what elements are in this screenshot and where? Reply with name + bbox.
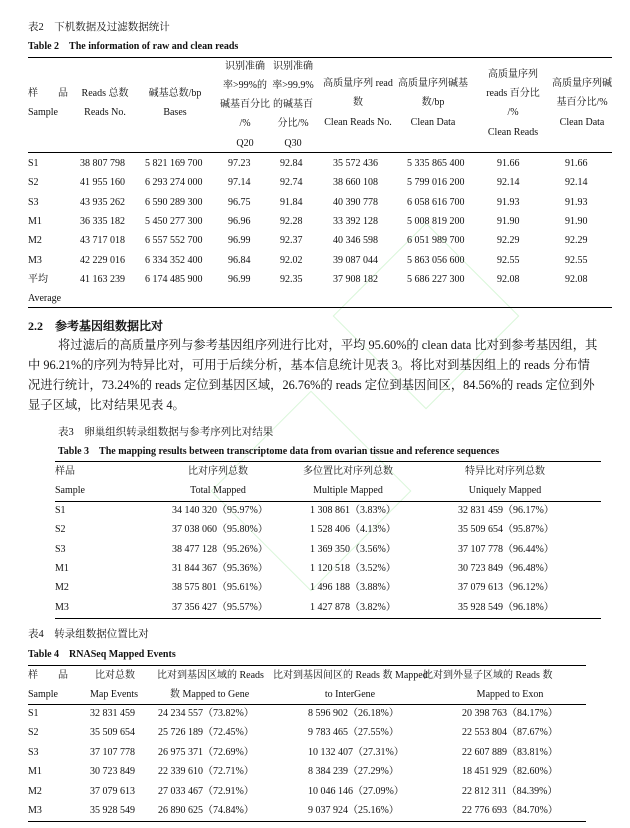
table2-cell: 97.14: [228, 177, 251, 189]
table3-header-cell: 比对序列总数: [188, 466, 248, 477]
table3-header-cell: 样品: [55, 466, 75, 477]
table2-cell: 6 293 274 000: [145, 177, 203, 189]
table4-header-cell: Map Events: [90, 689, 139, 700]
table2-cell: 5 821 169 700: [145, 158, 203, 169]
table3-cell: 37 107 778（96.44%）: [458, 543, 554, 555]
table3-cell: 32 831 459（96.17%）: [458, 505, 554, 516]
table3-header-cell: 多位置比对序列总数: [303, 466, 393, 477]
table4-cell: 35 509 654: [90, 727, 135, 739]
table2-cell: 96.99: [228, 235, 251, 247]
table2-cell: 43 717 018: [80, 235, 125, 247]
table2-header-cell: Reads 总数: [81, 88, 129, 99]
table3-cell: S2: [55, 524, 66, 536]
table3-bottom-rule: [55, 618, 601, 619]
table2-cell: 92.14: [565, 177, 588, 189]
table4-cell: M1: [28, 766, 42, 778]
table2-cell: 5 863 056 600: [407, 254, 465, 266]
table3-cell: 35 509 654（95.87%）: [458, 524, 554, 536]
table2-cell: 39 087 044: [333, 254, 378, 266]
table2-header-cell: Q30: [284, 138, 302, 149]
table3-cell: M2: [55, 582, 69, 594]
table2-cell: 91.66: [565, 158, 588, 169]
table4-cell: 26 890 625（74.84%）: [158, 805, 254, 816]
table4-caption-en: Table 4 RNASeq Mapped Events: [28, 649, 176, 660]
table4-header-cell: 比对总数: [95, 670, 135, 681]
table2-header-cell: 基百分比/%: [556, 97, 608, 108]
table3-cell: 1 369 350（3.56%）: [310, 543, 396, 555]
table2-cell: 91.93: [565, 196, 588, 208]
table4-cell: S2: [28, 727, 39, 739]
table4-header-cell: Mapped to Exon: [476, 689, 544, 700]
table2-cell: 96.96: [228, 215, 251, 227]
table3-cell: 30 723 849（96.48%）: [458, 562, 554, 574]
table2-cell: 41 163 239: [80, 273, 125, 285]
table2-header-cell: Clean Reads No.: [324, 117, 392, 128]
table2-cell: 96.99: [228, 273, 251, 285]
table3-header-cell: 特异比对序列总数: [465, 466, 545, 477]
table2-header-cell: Reads No.: [84, 107, 126, 118]
table4-cell: S3: [28, 746, 39, 758]
table4-cell: 27 033 467（72.91%）: [158, 785, 254, 797]
table2-cell: 97.23: [228, 158, 251, 169]
table2-cell: 5 335 865 400: [407, 158, 465, 169]
table2-cell: 6 590 289 300: [145, 196, 203, 208]
table4-bottom-rule: [28, 821, 586, 822]
table4-cell: 10 132 407（27.31%）: [308, 746, 404, 758]
table4-cell: 8 384 239（27.29%）: [308, 766, 399, 778]
table2-cell: 36 335 182: [80, 215, 125, 227]
table2-cell: 6 058 616 700: [407, 196, 465, 208]
table2-cell: 92.02: [280, 254, 303, 266]
table4-top-rule: [28, 665, 586, 666]
table3-cell: 1 427 878（3.82%）: [310, 601, 396, 613]
table2-cell: 91.90: [497, 215, 520, 227]
table2-header-cell: 样 品: [28, 88, 68, 99]
table2-cell: 91.93: [497, 196, 520, 208]
table4-cell: S1: [28, 708, 39, 719]
paragraph-line: 况进行统计，73.24%的 reads 定位到基因区域，26.76%的 reads 定位到基因间区，84.56%的 reads 定位到外: [28, 378, 595, 392]
table3-header-cell: Uniquely Mapped: [468, 485, 542, 496]
table2-header-cell: 率>99%的: [223, 80, 267, 91]
table4-header-cell: to InterGene: [324, 689, 376, 700]
table2-header-cell: /%: [507, 107, 519, 118]
table4-cell: 9 783 465（27.55%）: [308, 727, 399, 739]
table4-cell: 9 037 924（25.16%）: [308, 805, 399, 816]
table4-cell: 18 451 929（82.60%）: [462, 766, 558, 778]
table3-top-rule: [55, 461, 601, 462]
average-en-label: Average: [28, 293, 62, 304]
paragraph-line: 将过滤后的高质量序列与参考基因组序列进行比对，平均 95.60%的 clean data 比对到参考基因组，其: [58, 338, 598, 352]
table2-header-cell: 高质量序列碱: [552, 78, 612, 89]
table2-cell: 6 174 485 900: [145, 273, 203, 285]
table2-caption-en: Table 2 The information of raw and clean reads: [28, 41, 239, 52]
table4-cell: 26 975 371（72.69%）: [158, 746, 254, 758]
table2-cell: M3: [28, 254, 42, 266]
table3-cell: 1 308 861（3.83%）: [310, 505, 396, 516]
table4-header-cell: Sample: [28, 689, 58, 700]
table2-header-cell: reads 百分比: [486, 88, 540, 99]
table2-header-cell: Clean Data: [559, 117, 605, 128]
table2-cell: 92.29: [497, 235, 520, 247]
table4-cell: 25 726 189（72.45%）: [158, 727, 254, 739]
table2-header-cell: 数/bp: [421, 97, 445, 108]
table2-cell: 92.29: [565, 235, 588, 247]
table4-cell: 22 339 610（72.71%）: [158, 766, 254, 778]
table3-cell: 37 079 613（96.12%）: [458, 582, 554, 594]
table2-cell: 92.37: [280, 235, 303, 247]
table2-cell: 92.84: [280, 158, 303, 169]
table2-cell: 6 334 352 400: [145, 254, 203, 266]
table2-cell: 91.66: [497, 158, 520, 169]
table3-cell: 1 120 518（3.52%）: [310, 562, 396, 574]
table2-cell: S1: [28, 158, 39, 169]
table3-cell: 1 496 188（3.88%）: [310, 582, 396, 594]
table2-cell: 37 908 182: [333, 273, 378, 285]
table4-cell: 22 776 693（84.70%）: [462, 805, 558, 816]
table4-cell: 37 107 778: [90, 746, 135, 758]
table4-cell: 32 831 459: [90, 708, 135, 719]
table3-cell: 37 356 427（95.57%）: [172, 601, 268, 613]
table4-cell: M2: [28, 785, 42, 797]
table4-cell: 22 553 804（87.67%）: [462, 727, 558, 739]
table3-cell: M3: [55, 601, 69, 613]
table2-cell: 92.55: [565, 254, 588, 266]
table3-cell: 38 477 128（95.26%）: [172, 543, 268, 555]
table2-header-cell: Q20: [236, 138, 254, 149]
table2-cell: 5 450 277 300: [145, 215, 203, 227]
table2-caption-cn: 表2 下机数据及过滤数据统计: [28, 22, 170, 33]
table2-cell: M2: [28, 235, 42, 247]
table2-header-cell: Clean Data: [410, 117, 456, 128]
table4-header-cell: 比对到外显子区域的 Reads 数: [423, 670, 553, 681]
table2-cell: S2: [28, 177, 39, 189]
table2-cell: 40 390 778: [333, 196, 378, 208]
table2-cell: 38 807 798: [80, 158, 125, 169]
table2-cell: 平均: [28, 273, 48, 285]
table4-cell: 24 234 557（73.82%）: [158, 708, 254, 719]
table3-cell: S1: [55, 505, 66, 516]
table2-cell: 96.84: [228, 254, 251, 266]
table2-header-cell: 率>99.9%: [272, 80, 314, 91]
table2-header-cell: Clean Reads: [487, 127, 539, 138]
table3-cell: S3: [55, 543, 66, 555]
table2-cell: 92.08: [497, 273, 520, 285]
table4-cell: M3: [28, 805, 42, 816]
paragraph-line: 显子区域，比对结果见表 4。: [28, 398, 185, 412]
table3-caption-cn: 表3 卵巢组织转录组数据与参考序列比对结果: [58, 427, 274, 438]
table3-caption-en: Table 3 The mapping results between transcriptome data from ovarian tissue and reference sequences: [58, 446, 500, 457]
table2-cell: 33 392 128: [333, 215, 378, 227]
table2-header-cell: Sample: [28, 107, 58, 118]
table2-cell: 96.75: [228, 196, 251, 208]
table3-cell: 1 528 406（4.13%）: [310, 524, 396, 536]
table4-cell: 8 596 902（26.18%）: [308, 708, 399, 719]
table2-header-rule: [28, 152, 612, 153]
table2-cell: 92.14: [497, 177, 520, 189]
table4-cell: 22 607 889（83.81%）: [462, 746, 558, 758]
table2-cell: 91.84: [280, 196, 303, 208]
table2-header-cell: 高质量序列: [488, 69, 538, 80]
table4-cell: 35 928 549: [90, 805, 135, 816]
table2-header-cell: 碱基总数/bp: [148, 88, 202, 99]
section-heading: 2.2 参考基因组数据比对: [28, 319, 164, 333]
table4-cell: 37 079 613: [90, 785, 135, 797]
table2-header-cell: 识别准确: [273, 61, 313, 72]
table2-bottom-rule: [28, 307, 612, 308]
table2-cell: 5 799 016 200: [407, 177, 465, 189]
table2-cell: 43 935 262: [80, 196, 125, 208]
table3-cell: 35 928 549（96.18%）: [458, 601, 554, 613]
table4-cell: 30 723 849: [90, 766, 135, 778]
table3-header-cell: Sample: [55, 485, 85, 496]
table2-header-cell: 高质量序列碱基: [398, 78, 468, 89]
table3-header-cell: Multiple Mapped: [313, 485, 383, 496]
table4-cell: 20 398 763（84.17%）: [462, 708, 558, 719]
table2-cell: 6 051 989 700: [407, 235, 465, 247]
table2-cell: 91.90: [565, 215, 588, 227]
table2-header-cell: 高质量序列 read: [323, 78, 393, 89]
table2-top-rule: [28, 57, 612, 58]
table3-cell: 34 140 320（95.97%）: [172, 505, 268, 516]
table4-header-cell: 样 品: [28, 670, 68, 681]
table3-cell: 31 844 367（95.36%）: [172, 562, 268, 574]
table2-cell: 92.08: [565, 273, 588, 285]
table3-header-cell: Total Mapped: [190, 485, 246, 496]
table2-cell: 40 346 598: [333, 235, 378, 247]
table2-cell: 5 686 227 300: [407, 273, 465, 285]
table3-cell: 38 575 801（95.61%）: [172, 582, 268, 594]
table4-header-cell: 数 Mapped to Gene: [170, 689, 250, 700]
table3-cell: 37 038 060（95.80%）: [172, 524, 268, 536]
table2-cell: 35 572 436: [333, 158, 378, 169]
table2-cell: S3: [28, 196, 39, 208]
table3-cell: M1: [55, 562, 69, 574]
table2-header-cell: 的碱基百: [273, 99, 313, 110]
table2-cell: 92.28: [280, 215, 303, 227]
table2-cell: 6 557 552 700: [145, 235, 203, 247]
table4-cell: 10 046 146（27.09%）: [308, 785, 404, 797]
table4-header-rule: [28, 704, 586, 705]
paragraph-line: 中 96.21%的序列为特异比对，可用于后续分析，基本信息统计见表 3。将比对到基因组上的 reads 分布情: [28, 358, 590, 372]
table2-cell: 42 229 016: [80, 254, 125, 266]
table3-header-rule: [55, 501, 601, 502]
table2-header-cell: 碱基百分比: [220, 99, 270, 110]
table2-header-cell: 分比/%: [277, 118, 309, 129]
table2-cell: M1: [28, 215, 42, 227]
table2-cell: 92.74: [280, 177, 303, 189]
table2-header-cell: 数: [353, 97, 363, 108]
table4-header-cell: 比对到基因区域的 Reads: [157, 670, 264, 681]
table2-cell: 38 660 108: [333, 177, 378, 189]
table2-cell: 92.55: [497, 254, 520, 266]
table2-cell: 5 008 819 200: [407, 215, 465, 227]
table2-header-cell: /%: [239, 118, 251, 129]
table2-header-cell: 识别准确: [225, 61, 265, 72]
table2-header-cell: Bases: [163, 107, 187, 118]
table4-caption-cn: 表4 转录组数据位置比对: [28, 629, 149, 640]
table4-header-cell: 比对到基因间区的 Reads 数 Mapped: [273, 670, 428, 681]
table2-cell: 41 955 160: [80, 177, 125, 189]
table4-cell: 22 812 311（84.39%）: [462, 785, 558, 797]
table2-cell: 92.35: [280, 273, 303, 285]
